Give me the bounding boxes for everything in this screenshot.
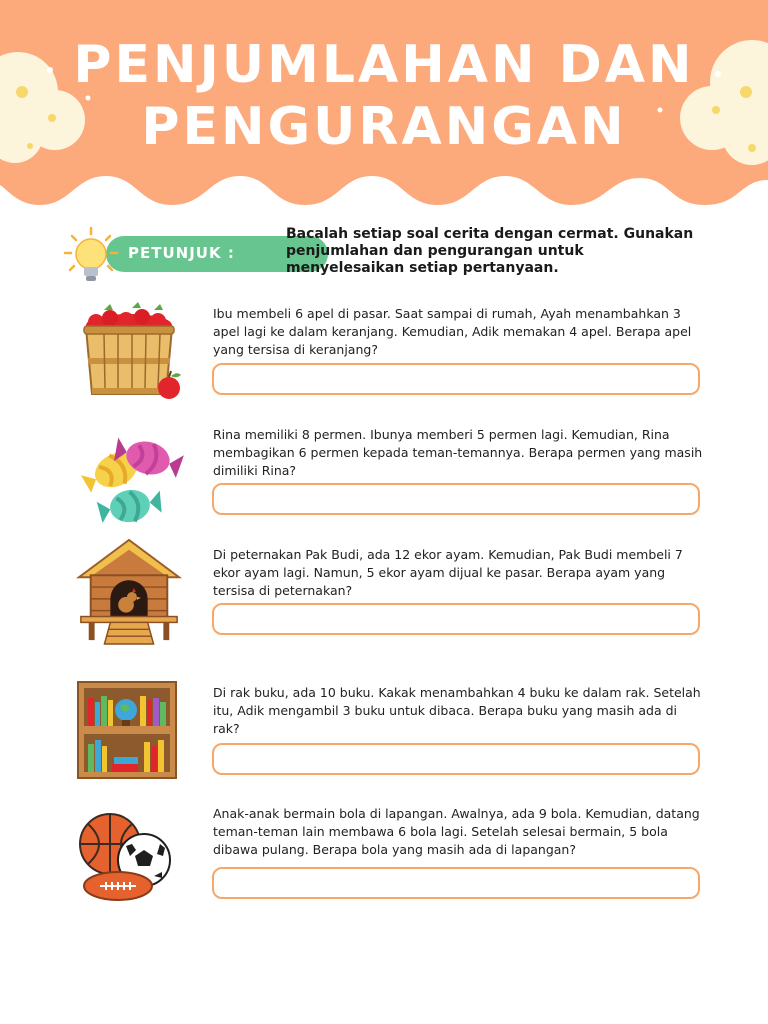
question-4	[0, 676, 768, 786]
question-3-text: Di peternakan Pak Budi, ada 12 ekor ayam. Kemudian, Pak Budi membeli 7 ekor ayam lagi. Namun, 5 ekor ayam dijual ke pasar. Berapa ayam yang tersisa di peternakan?	[213, 547, 683, 598]
header-banner	[0, 0, 768, 215]
instruction-label: PETUNJUK :	[128, 244, 235, 262]
question-1	[0, 296, 768, 406]
balls-icon	[78, 812, 178, 902]
apple-basket-icon	[74, 298, 184, 408]
question-5	[0, 800, 768, 910]
bookshelf-icon	[76, 680, 178, 780]
question-5-text: Anak-anak bermain bola di lapangan. Awalnya, ada 9 bola. Kemudian, datang teman-teman lain membawa 6 bola lagi. Setelah selesai bermain, 5 bola dibawa pulang. Berapa bola yang masih ada di lapangan?	[213, 806, 700, 857]
question-4-text: Di rak buku, ada 10 buku. Kakak menambahkan 4 buku ke dalam rak. Setelah itu, Adik mengambil 3 buku untuk dibaca. Berapa buku yang masih ada di rak?	[213, 685, 701, 736]
question-2	[0, 416, 768, 526]
answer-box-2[interactable]	[212, 483, 700, 515]
answer-box-3[interactable]	[212, 603, 700, 635]
title-line-1: PENJUMLAHAN DAN	[73, 35, 695, 95]
chicken-coop-icon	[74, 536, 184, 646]
question-1-text: Ibu membeli 6 apel di pasar. Saat sampai di rumah, Ayah menambahkan 3 apel lagi ke dalam keranjang. Kemudian, Adik memakan 4 apel. Berapa apel yang tersisa di keranjang?	[213, 306, 692, 357]
candies-icon	[74, 426, 184, 536]
answer-box-5[interactable]	[212, 867, 700, 899]
question-2-text: Rina memiliki 8 permen. Ibunya memberi 5 permen lagi. Kemudian, Rina membagikan 6 permen kepada teman-temannya. Berapa permen yang masih dimiliki Rina?	[213, 427, 703, 478]
title-line-2: PENGURANGAN	[141, 97, 627, 157]
answer-box-1[interactable]	[212, 363, 700, 395]
page-title	[0, 34, 768, 158]
question-3	[0, 536, 768, 646]
instruction-row	[62, 226, 712, 286]
answer-box-4[interactable]	[212, 743, 700, 775]
instruction-text: Bacalah setiap soal cerita dengan cermat. Gunakan penjumlahan dan pengurangan untuk menyelesaikan setiap pertanyaan.	[286, 226, 694, 276]
lightbulb-icon	[62, 226, 120, 286]
